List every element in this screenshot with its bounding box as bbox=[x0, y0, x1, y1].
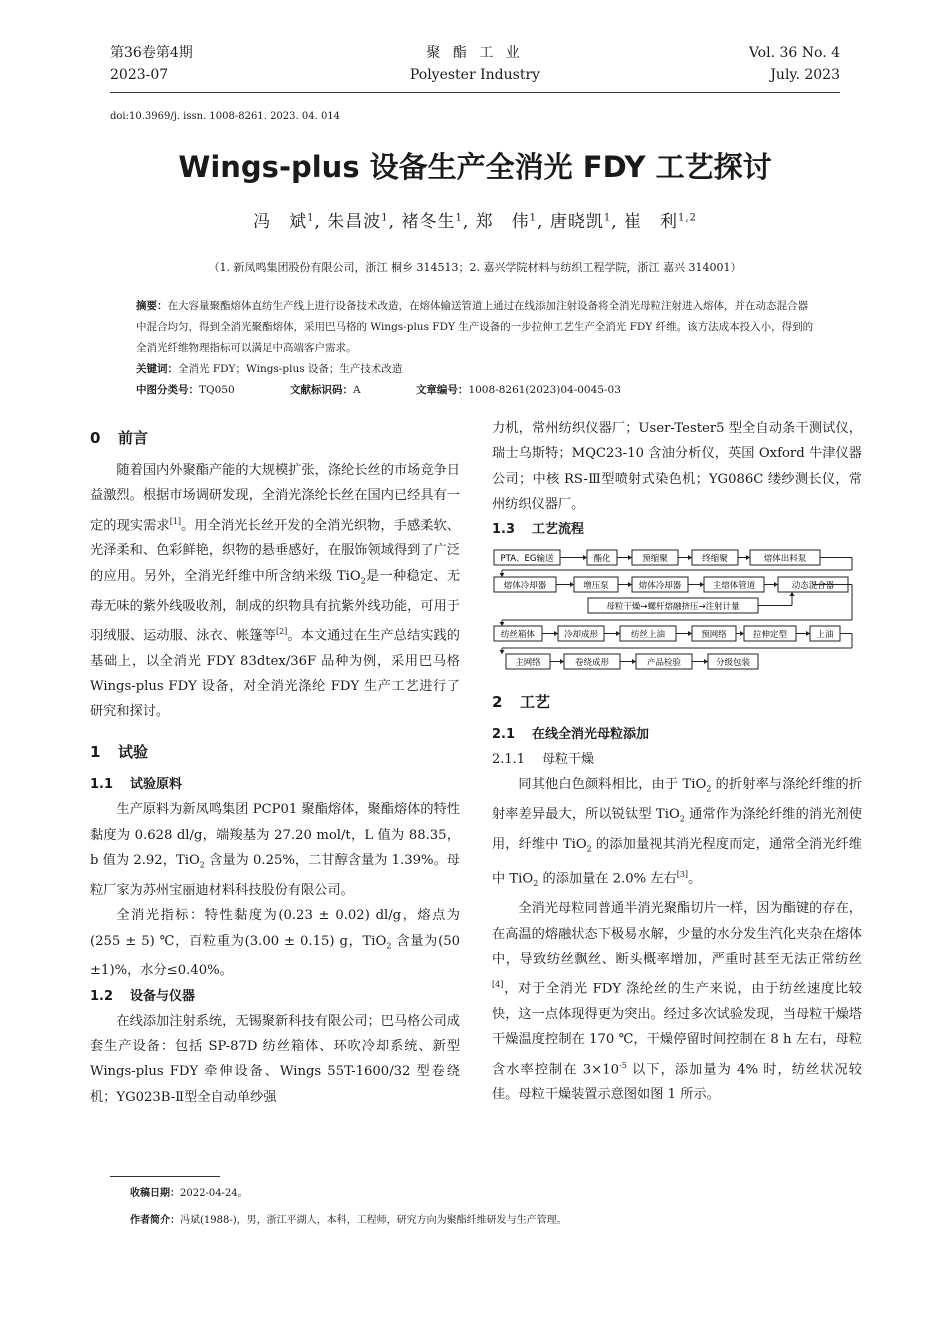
classification-row bbox=[136, 380, 816, 401]
clc-value: TQ050 bbox=[199, 384, 235, 396]
svg-text:拉伸定型: 拉伸定型 bbox=[752, 630, 788, 641]
issue-volume: 第36卷第4期 bbox=[110, 45, 193, 61]
svg-text:上油: 上油 bbox=[816, 630, 834, 641]
svg-text:增压泵: 增压泵 bbox=[583, 581, 609, 592]
author: 唐晓凯 bbox=[549, 212, 604, 232]
flow-step bbox=[692, 550, 738, 565]
section-heading: 2 工艺 bbox=[492, 693, 551, 712]
svg-text:熔体出料泵: 熔体出料泵 bbox=[763, 554, 807, 565]
flow-arrowhead bbox=[806, 631, 810, 636]
flow-step bbox=[704, 577, 764, 592]
right-column bbox=[492, 416, 862, 1107]
abstract-text: 在大容量聚酯熔体直纺生产线上进行设备技术改造，在熔体输送管道上通过在线添加注射设备将全消光母粒注射进入熔体，并在动态混合器中混合均匀，得到全消光聚酯熔体，采用巴马格的 Wings-plus FDY 生产设备的一步拉伸工艺生产全消光 FDY 纤维。该方法成本投入小，得到的全消光纤维物理指标可以满足中高端客户需求。 bbox=[136, 300, 814, 354]
flow-arrowhead bbox=[688, 555, 692, 560]
date-en: July. 2023 bbox=[770, 67, 840, 83]
svg-text:纺丝箱体: 纺丝箱体 bbox=[500, 630, 536, 641]
process-flow-svg bbox=[492, 546, 862, 676]
flow-step bbox=[574, 577, 618, 592]
flow-arrowhead bbox=[628, 555, 632, 560]
subsection-heading: 2.1 在线全消光母粒添加 bbox=[492, 727, 650, 743]
volume-en: Vol. 36 No. 4 bbox=[748, 45, 840, 61]
flow-arrowhead bbox=[500, 622, 505, 626]
paragraph: 全消光指标：特性黏度为(0.23 ± 0.02) dl/g，熔点为(255 ± 5) ℃，百粒重为(3.00 ± 0.15) g，TiO$_2$ 含量为(50 ±1)%，水分≤0.40%。 bbox=[90, 908, 460, 979]
footnote-rule bbox=[110, 1176, 220, 1177]
received-date: 收稿日期：2022-04-24。 bbox=[130, 1188, 248, 1199]
doc-code-label: 文献标识码： bbox=[290, 384, 353, 396]
svg-text:分级包装: 分级包装 bbox=[715, 658, 751, 669]
flow-arrowhead bbox=[774, 582, 778, 587]
doc-code-value: A bbox=[353, 384, 361, 396]
author: 朱昌波 bbox=[327, 212, 382, 232]
author-bio: 作者简介：冯斌(1988-)，男，浙江平湖人，本科，工程师，研究方向为聚酯纤维研发与生产管理。 bbox=[130, 1215, 567, 1226]
svg-text:PTA、EG输送: PTA、EG输送 bbox=[500, 554, 554, 565]
svg-text:产品检验: 产品检验 bbox=[646, 658, 682, 669]
author: 褚冬生 bbox=[401, 212, 456, 232]
flow-step bbox=[810, 626, 840, 641]
journal-name-cn: 聚 酯 工 业 bbox=[426, 45, 524, 61]
flow-step bbox=[708, 654, 758, 669]
process-flow-diagram bbox=[492, 546, 862, 676]
flow-step bbox=[506, 654, 550, 669]
citation: [4] bbox=[492, 980, 504, 990]
svg-text:主熔体管道: 主熔体管道 bbox=[712, 581, 756, 592]
journal-name-en: Polyester Industry bbox=[409, 67, 541, 83]
flow-arrowhead bbox=[500, 650, 505, 654]
author-affil: 1 bbox=[529, 212, 538, 224]
author: 郑 伟 bbox=[475, 212, 530, 232]
article-no-label: 文章编号： bbox=[415, 384, 469, 396]
flow-arrowhead bbox=[704, 659, 708, 664]
article-no-value: 1008-8261(2023)04-0045-03 bbox=[468, 384, 621, 396]
flow-step bbox=[632, 550, 678, 565]
flow-step bbox=[750, 550, 820, 565]
flow-arrowhead bbox=[688, 631, 692, 636]
keywords bbox=[136, 359, 816, 380]
left-column bbox=[90, 416, 460, 1110]
author-affil: 1,2 bbox=[678, 212, 697, 224]
flow-arrowhead bbox=[616, 631, 620, 636]
author-list: 冯 斌$^1$, 朱昌波$^1$, 褚冬生$^1$, 郑 伟$^1$, 唐晓凯$^1$, 崔 利$^{1,2}$ bbox=[253, 212, 697, 232]
author-affil: 1 bbox=[381, 212, 389, 224]
flow-step bbox=[632, 577, 688, 592]
flow-arrowhead bbox=[632, 659, 636, 664]
abstract bbox=[136, 296, 816, 359]
subsection-heading: 1.2 设备与仪器 bbox=[90, 988, 196, 1004]
flow-arrowhead bbox=[628, 582, 632, 587]
svg-text:酯化: 酯化 bbox=[593, 554, 611, 565]
flow-step-masterbatch bbox=[588, 598, 758, 613]
svg-text:冷却成形: 冷却成形 bbox=[563, 630, 599, 641]
flow-step bbox=[692, 626, 736, 641]
author: 崔 利 bbox=[624, 212, 679, 232]
flow-arrowhead bbox=[583, 555, 587, 560]
flow-arrowhead bbox=[746, 555, 750, 560]
citation: [1] bbox=[169, 516, 182, 526]
svg-text:动态混合器: 动态混合器 bbox=[791, 581, 835, 592]
citation: [3] bbox=[676, 870, 689, 879]
svg-text:纺丝上油: 纺丝上油 bbox=[630, 630, 666, 641]
flow-step bbox=[564, 654, 620, 669]
flow-step bbox=[494, 577, 556, 592]
section-heading: 1 试验 bbox=[90, 743, 149, 762]
flow-step bbox=[494, 550, 560, 565]
header-rule bbox=[110, 92, 840, 93]
paragraph: 同其他白色颜料相比，由于 TiO$_2$ 的折射率与涤纶纤维的折射率差异最大，所以锐钛型 TiO$_2$ 通常作为涤纶纤维的消光剂使用，纤维中 TiO$_2$ 的添加量视其消光程度而定，通常全消光纤维中 TiO$_2$ 的添加量在 2.0% 左右[3]。 bbox=[492, 777, 862, 889]
flow-arrowhead bbox=[554, 631, 558, 636]
svg-text:预缩聚: 预缩聚 bbox=[642, 554, 668, 565]
clc-label: 中图分类号： bbox=[136, 384, 199, 396]
svg-text:主网络: 主网络 bbox=[515, 658, 541, 669]
abstract-block bbox=[136, 296, 816, 401]
subsection-heading: 1.3 工艺流程 bbox=[492, 522, 585, 538]
abstract-label: 摘要： bbox=[136, 300, 168, 312]
flow-arrowhead bbox=[570, 582, 574, 587]
paragraph: 全消光母粒同普通半消光聚酯切片一样，因为酯键的存在，在高温的熔融状态下极易水解，少量的水分发生汽化夹杂在熔体中，导致纺丝飘丝、断头概率增加，严重时甚至无法正常纺丝[4]，对于全消光 FDY 涤纶丝的生产来说，由于纺丝速度比较快，这一点体现得更为突出。经过多次试验发现，当母粒干燥塔干燥温度控制在 170 ℃，干燥停留时间控制在 8 h 左右，母粒含水率控制在 $3\times 10^{-5}$ 以下，添加量为 4% 时，纺丝状况较佳。母粒干燥装置示意图如图 1 所示。 bbox=[492, 901, 862, 1103]
author-affil: 1 bbox=[603, 212, 612, 224]
svg-text:卷绕成形: 卷绕成形 bbox=[574, 658, 610, 669]
author-affil: 1 bbox=[307, 212, 315, 224]
flow-arrowhead bbox=[740, 631, 744, 636]
flow-step bbox=[744, 626, 796, 641]
svg-text:母粒干燥→螺杆熔融挤压→注射计量: 母粒干燥→螺杆熔融挤压→注射计量 bbox=[606, 602, 740, 613]
keywords-label: 关键词： bbox=[136, 363, 178, 375]
paper-title: Wings-plus 设备生产全消光 FDY 工艺探讨 bbox=[178, 150, 772, 184]
flow-step bbox=[587, 550, 617, 565]
flow-step bbox=[620, 626, 676, 641]
flow-step bbox=[636, 654, 692, 669]
svg-text:预网络: 预网络 bbox=[701, 630, 727, 641]
flow-arrowhead bbox=[790, 592, 795, 596]
paragraph: 力机，常州纺织仪器厂；User-Tester5 型全自动条干测试仪，瑞士乌斯特；MQC23-10 含油分析仪，英国 Oxford 牛津仪器公司；中核 RS-Ⅲ型喷射式染色机；YG086C 缕纱测长仪，常州纺织仪器厂。 bbox=[492, 421, 862, 512]
flow-arrowhead bbox=[700, 582, 704, 587]
section-heading: 0 前言 bbox=[90, 429, 149, 447]
paragraph: 在线添加注射系统，无锡聚新科技有限公司；巴马格公司成套生产设备：包括 SP-87D 纺丝箱体、环吹冷却系统、新型 Wings-plus FDY 牵伸设备、Wings 55T-1600/32 型卷绕机；YG023B-Ⅱ型全自动单纱强 bbox=[90, 1013, 460, 1105]
issue-date: 2023-07 bbox=[110, 67, 169, 83]
svg-text:熔体冷却器: 熔体冷却器 bbox=[503, 581, 547, 592]
subsubsection-heading: 2.1.1 母粒干燥 bbox=[492, 752, 595, 768]
exponent: -5 bbox=[619, 1060, 627, 1070]
paragraph: 随着国内外聚酯产能的大规模扩张，涤纶长丝的市场竞争日益激烈。根据市场调研发现，全消光涤纶长丝在国内已经具有一定的现实需求[1]。用全消光长丝开发的全消光织物，手感柔软、光泽柔和、色彩鲜艳，织物的悬垂感好，在服饰领域得到了广泛的应用。另外，全消光纤维中所含纳米级 TiO$_2$是一种稳定、无毒无味的紫外线吸收剂，制成的织物具有抗紫外线功能，可用于羽绒服、运动服、泳衣、帐篷等[2]。本文通过在生产总结实践的基础上，以全消光 FDY 83dtex/36F 品种为例，采用巴马格 Wings-plus FDY 设备，对全消光涤纶 FDY 生产工艺进行了研究和探讨。 bbox=[90, 463, 461, 720]
doi: doi:10.3969/j. issn. 1008-8261. 2023. 04. 014 bbox=[110, 111, 341, 122]
citation: [2] bbox=[275, 626, 288, 636]
affiliations: （1. 新凤鸣集团股份有限公司，浙江 桐乡 314513；2. 嘉兴学院材料与纺织工程学院，浙江 嘉兴 314001） bbox=[208, 261, 742, 274]
author: 冯 斌 bbox=[253, 212, 308, 232]
svg-text:终缩聚: 终缩聚 bbox=[702, 554, 728, 565]
flow-arrowhead bbox=[560, 659, 564, 664]
svg-text:熔体冷却器: 熔体冷却器 bbox=[638, 581, 682, 592]
journal-volume-en bbox=[749, 42, 840, 86]
author-affil: 1 bbox=[455, 212, 463, 224]
paragraph: 生产原料为新凤鸣集团 PCP01 聚酯熔体，聚酯熔体的特性黏度为 0.628 dl/g，端羧基为 27.20 mol/t，L 值为 88.35，b 值为 2.92，TiO$_2$ 含量为 0.25%，二甘醇含量为 1.39%。母粒厂家为苏州宝丽迪材料科技股份有限公司。 bbox=[90, 802, 460, 898]
flow-step bbox=[558, 626, 604, 641]
subsection-heading: 1.1 试验原料 bbox=[90, 777, 183, 793]
flow-step bbox=[494, 626, 542, 641]
keywords-text: 全消光 FDY；Wings-plus 设备；生产技术改造 bbox=[178, 363, 403, 375]
flow-arrowhead bbox=[500, 573, 505, 577]
